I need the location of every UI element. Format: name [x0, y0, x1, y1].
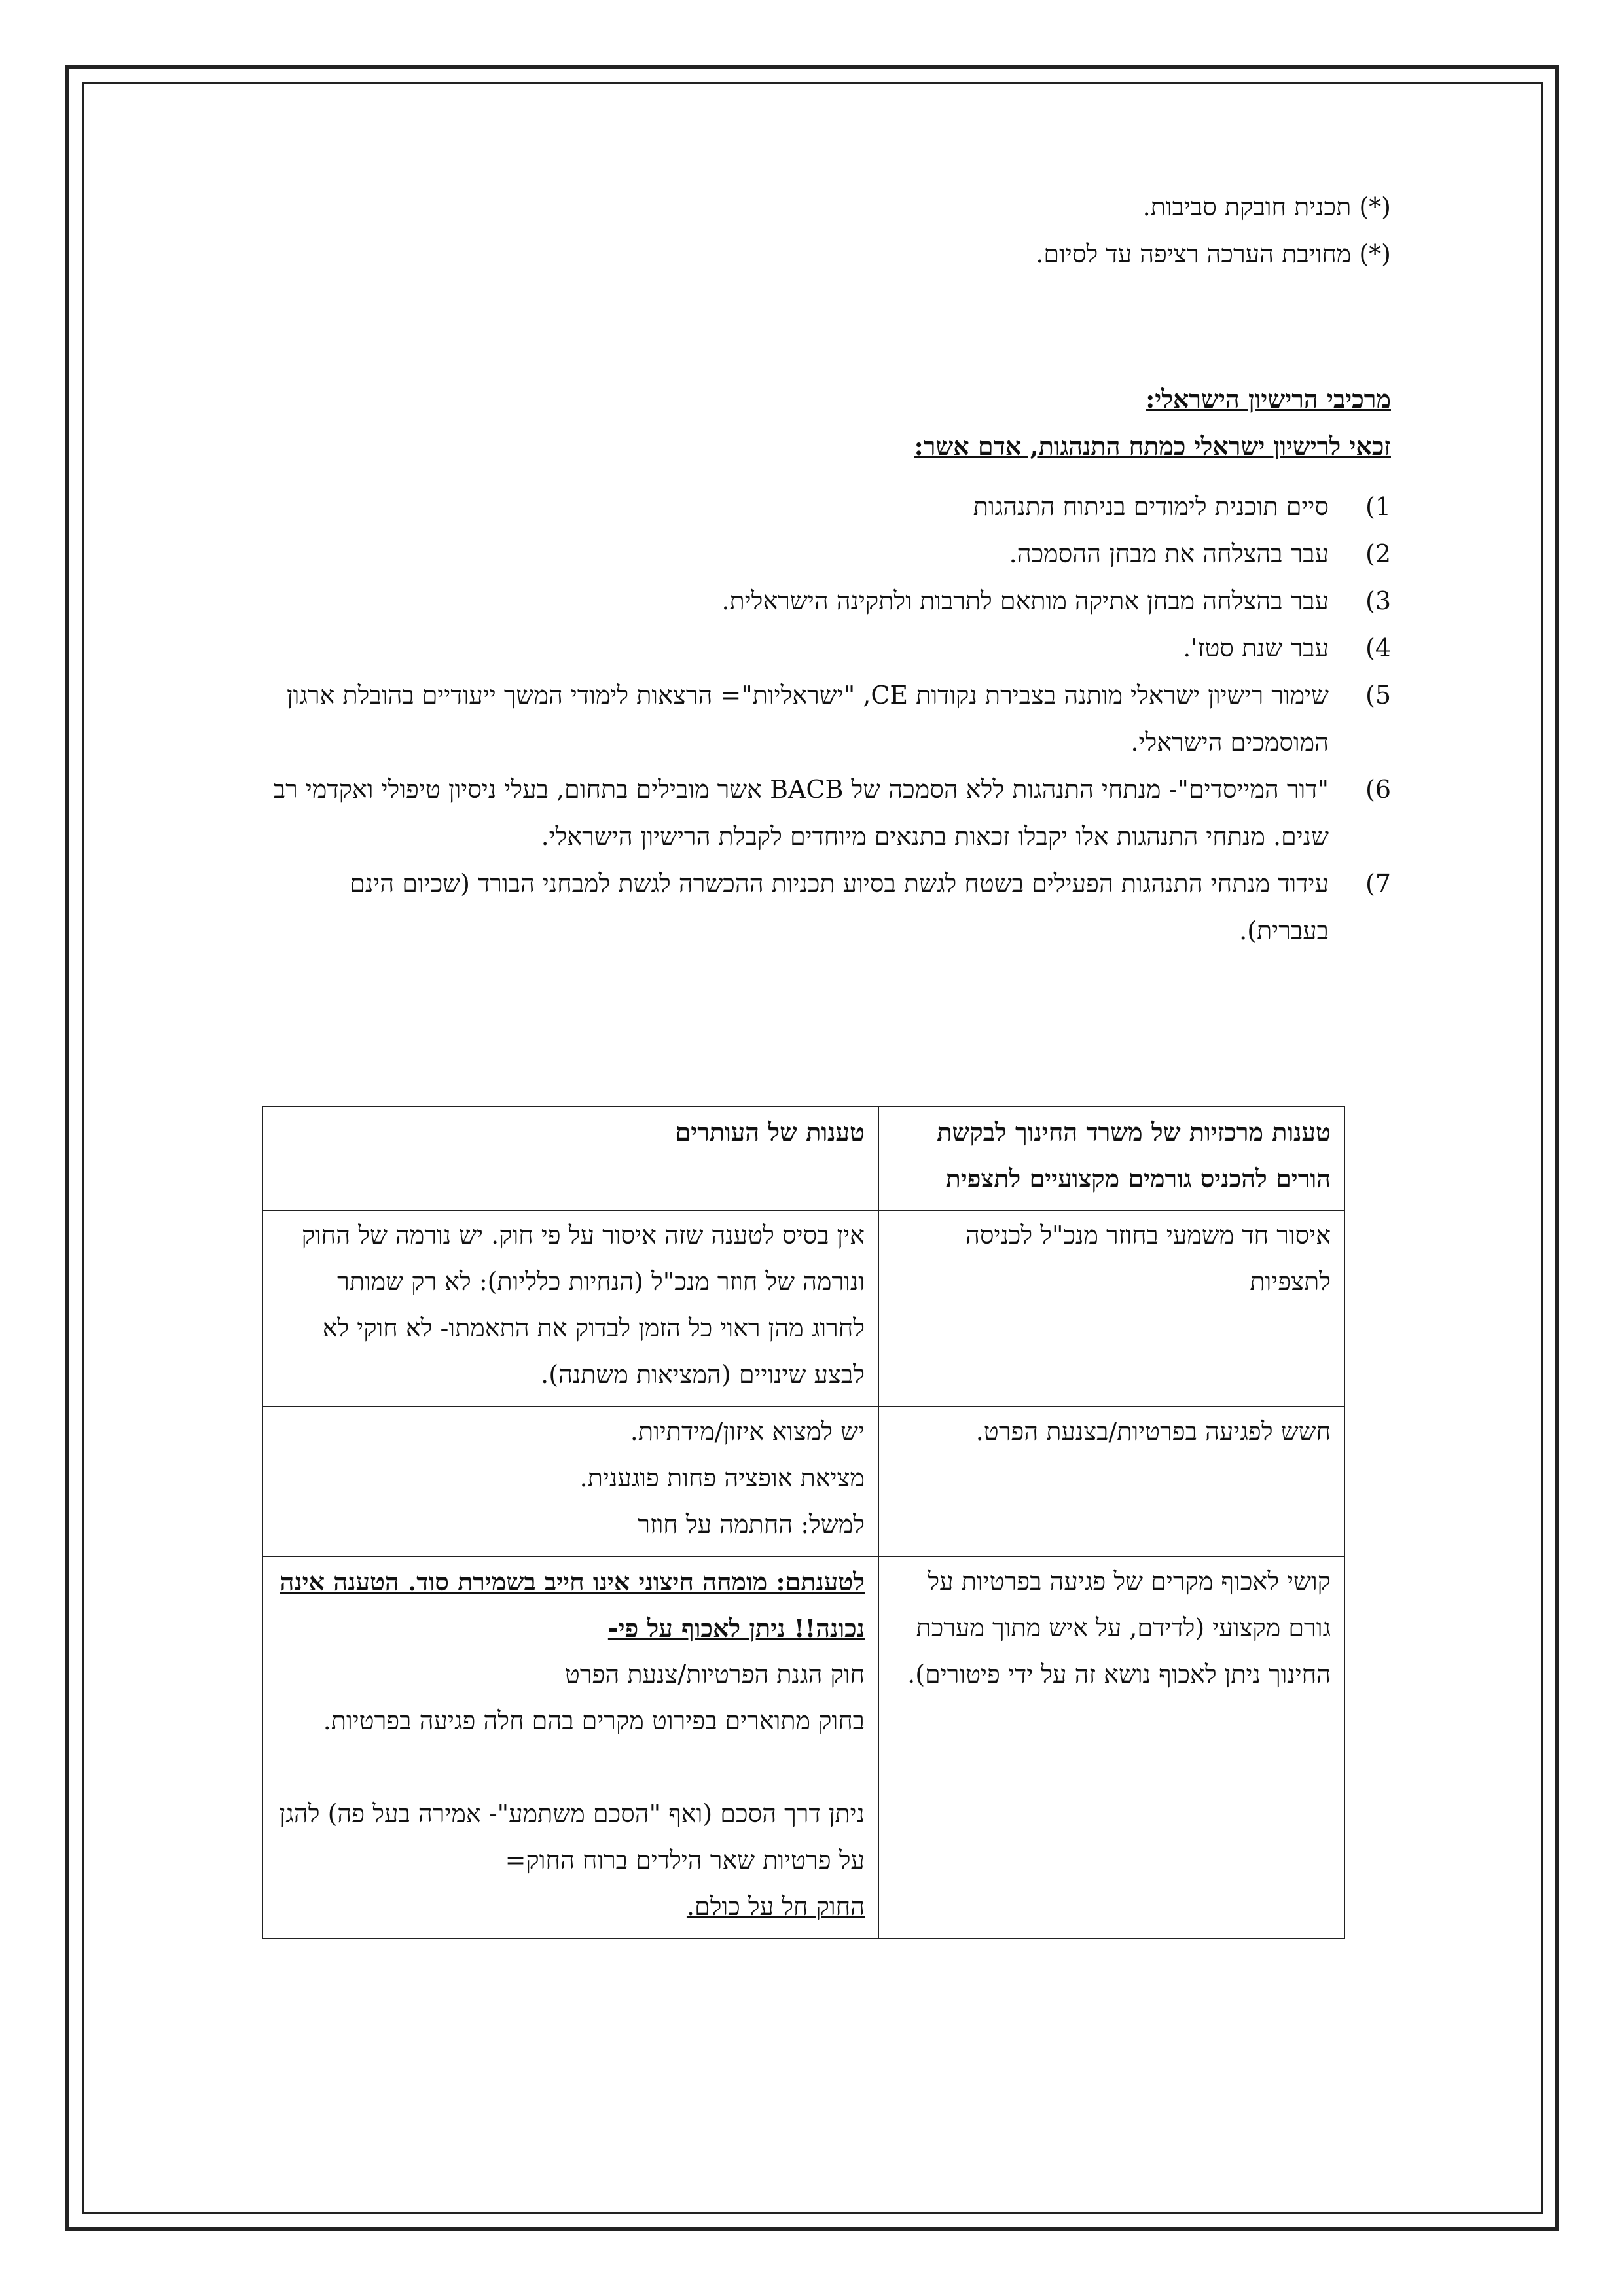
- cell-law-name: חוק הגנת הפרטיות/צנעת הפרט: [564, 1660, 865, 1689]
- cell-law-detail: בחוק מתוארים בפירוט מקרים בהם חלה פגיעה בפרטיות.: [323, 1706, 865, 1735]
- item-number: 3): [1365, 586, 1391, 615]
- arguments-table: [262, 1106, 1345, 1939]
- cell-line: מציאת אופציה פחות פוגענית.: [579, 1463, 865, 1492]
- list-item: [262, 530, 1391, 577]
- cell-line: יש למצוא איזון/מידתיות.: [630, 1417, 865, 1446]
- item-number: 7): [1365, 869, 1391, 898]
- section-title: מרכיבי הרישיון הישראלי:: [1146, 384, 1391, 414]
- cell-line: למשל: החתמה על חוזר: [638, 1510, 865, 1539]
- document-body: [262, 183, 1391, 954]
- item-text: "דור המייסדים"- מנתחי התנהגות ללא הסמכה של BACB אשר מובילים בתחום, בעלי ניסיון טיפולי ואקדמי רב שנים. מנתחי התנהגות אלו יקבלו זכאות בתנאים מיוחדים לקבלת הרישיון הישראלי.: [273, 775, 1329, 851]
- item-text: עבר בהצלחה את מבחן ההסמכה.: [1009, 539, 1329, 568]
- bullet-line: (*) מחויבת הערכה רציפה עד לסיום.: [1036, 240, 1391, 268]
- list-item: [262, 766, 1391, 860]
- cell-petitioners: אין בסיס לטענה שזה איסור על פי חוק. יש נורמה של החוק ונורמה של חוזר מנכ"ל (הנחיות כלליות): לא רק שמותר לחרוג מהן ראוי כל הזמן לבדוק את התאמתו- לא חוקי לא לבצע שינויים (המציאות משתנה).: [262, 1210, 878, 1407]
- cell-agreement: ניתן דרך הסכם (ואף "הסכם משתמע"- אמירה בעל פה) להגן על פרטיות שאר הילדים ברוח החוק=: [279, 1799, 865, 1874]
- cell-conclusion: החוק חל על כולם.: [686, 1892, 865, 1921]
- cell-petitioners: [262, 1407, 878, 1556]
- cell-ministry: קושי לאכוף מקרים של פגיעה בפרטיות על גורם מקצועי (לדידם, על איש מתוך מערכת החינוך ניתן לאכוף נושא זה על ידי פיטורים).: [878, 1556, 1344, 1939]
- item-number: 4): [1365, 634, 1391, 662]
- item-text: סיים תוכנית לימודים בניתוח התנהגות: [973, 492, 1329, 521]
- item-number: 5): [1365, 681, 1391, 709]
- section-subtitle: זכאי לרישיון ישראלי כמתח התנהגות, אדם אשר:: [914, 431, 1391, 461]
- table-row: [262, 1407, 1344, 1556]
- table-header-row: [262, 1107, 1344, 1210]
- item-number: 6): [1365, 775, 1391, 804]
- item-text: עידוד מנתחי התנהגות הפעילים בשטח לגשת בסיוע תכניות ההכשרה לגשת למבחני הבורד (שכיום הינם בעברית).: [350, 869, 1329, 945]
- item-number: 2): [1365, 539, 1391, 568]
- bullet-line: (*) תכנית חובקת סביבות.: [1142, 192, 1391, 221]
- header-ministry: טענות מרכזיות של משרד החינוך לבקשת הורים להכניס גורמים מקצועיים לתצפית: [878, 1107, 1344, 1210]
- header-petitioners: טענות של העותרים: [262, 1107, 878, 1210]
- list-item: [262, 577, 1391, 624]
- list-item: [262, 624, 1391, 672]
- table-row: [262, 1210, 1344, 1407]
- item-text: עבר בהצלחה מבחן אתיקה מותאם לתרבות ולתקינה הישראלית.: [721, 586, 1329, 615]
- item-number: 1): [1365, 492, 1391, 521]
- item-text: שימור רישיון ישראלי מותנה בצבירת נקודות CE, "ישראליות"= הרצאות לימודי המשך ייעודיים בהובלת ארגון המוסמכים הישראלי.: [286, 681, 1329, 757]
- cell-petitioners: [262, 1556, 878, 1939]
- item-text: עבר שנת סטז'.: [1183, 634, 1329, 662]
- list-item: [262, 672, 1391, 766]
- cell-ministry: חשש לפגיעה בפרטיות/בצנעת הפרט.: [878, 1407, 1344, 1556]
- list-item: [262, 483, 1391, 530]
- cell-claim-bold: לטענתם: מומחה חיצוני אינו חייב בשמירת סוד. הטענה אינה נכונה!! ניתן לאכוף על פי-: [280, 1567, 865, 1643]
- table-row: [262, 1556, 1344, 1939]
- requirements-list: [262, 483, 1391, 954]
- cell-ministry: איסור חד משמעי בחוזר מנכ"ל לכניסה לתצפיות: [878, 1210, 1344, 1407]
- list-item: [262, 860, 1391, 954]
